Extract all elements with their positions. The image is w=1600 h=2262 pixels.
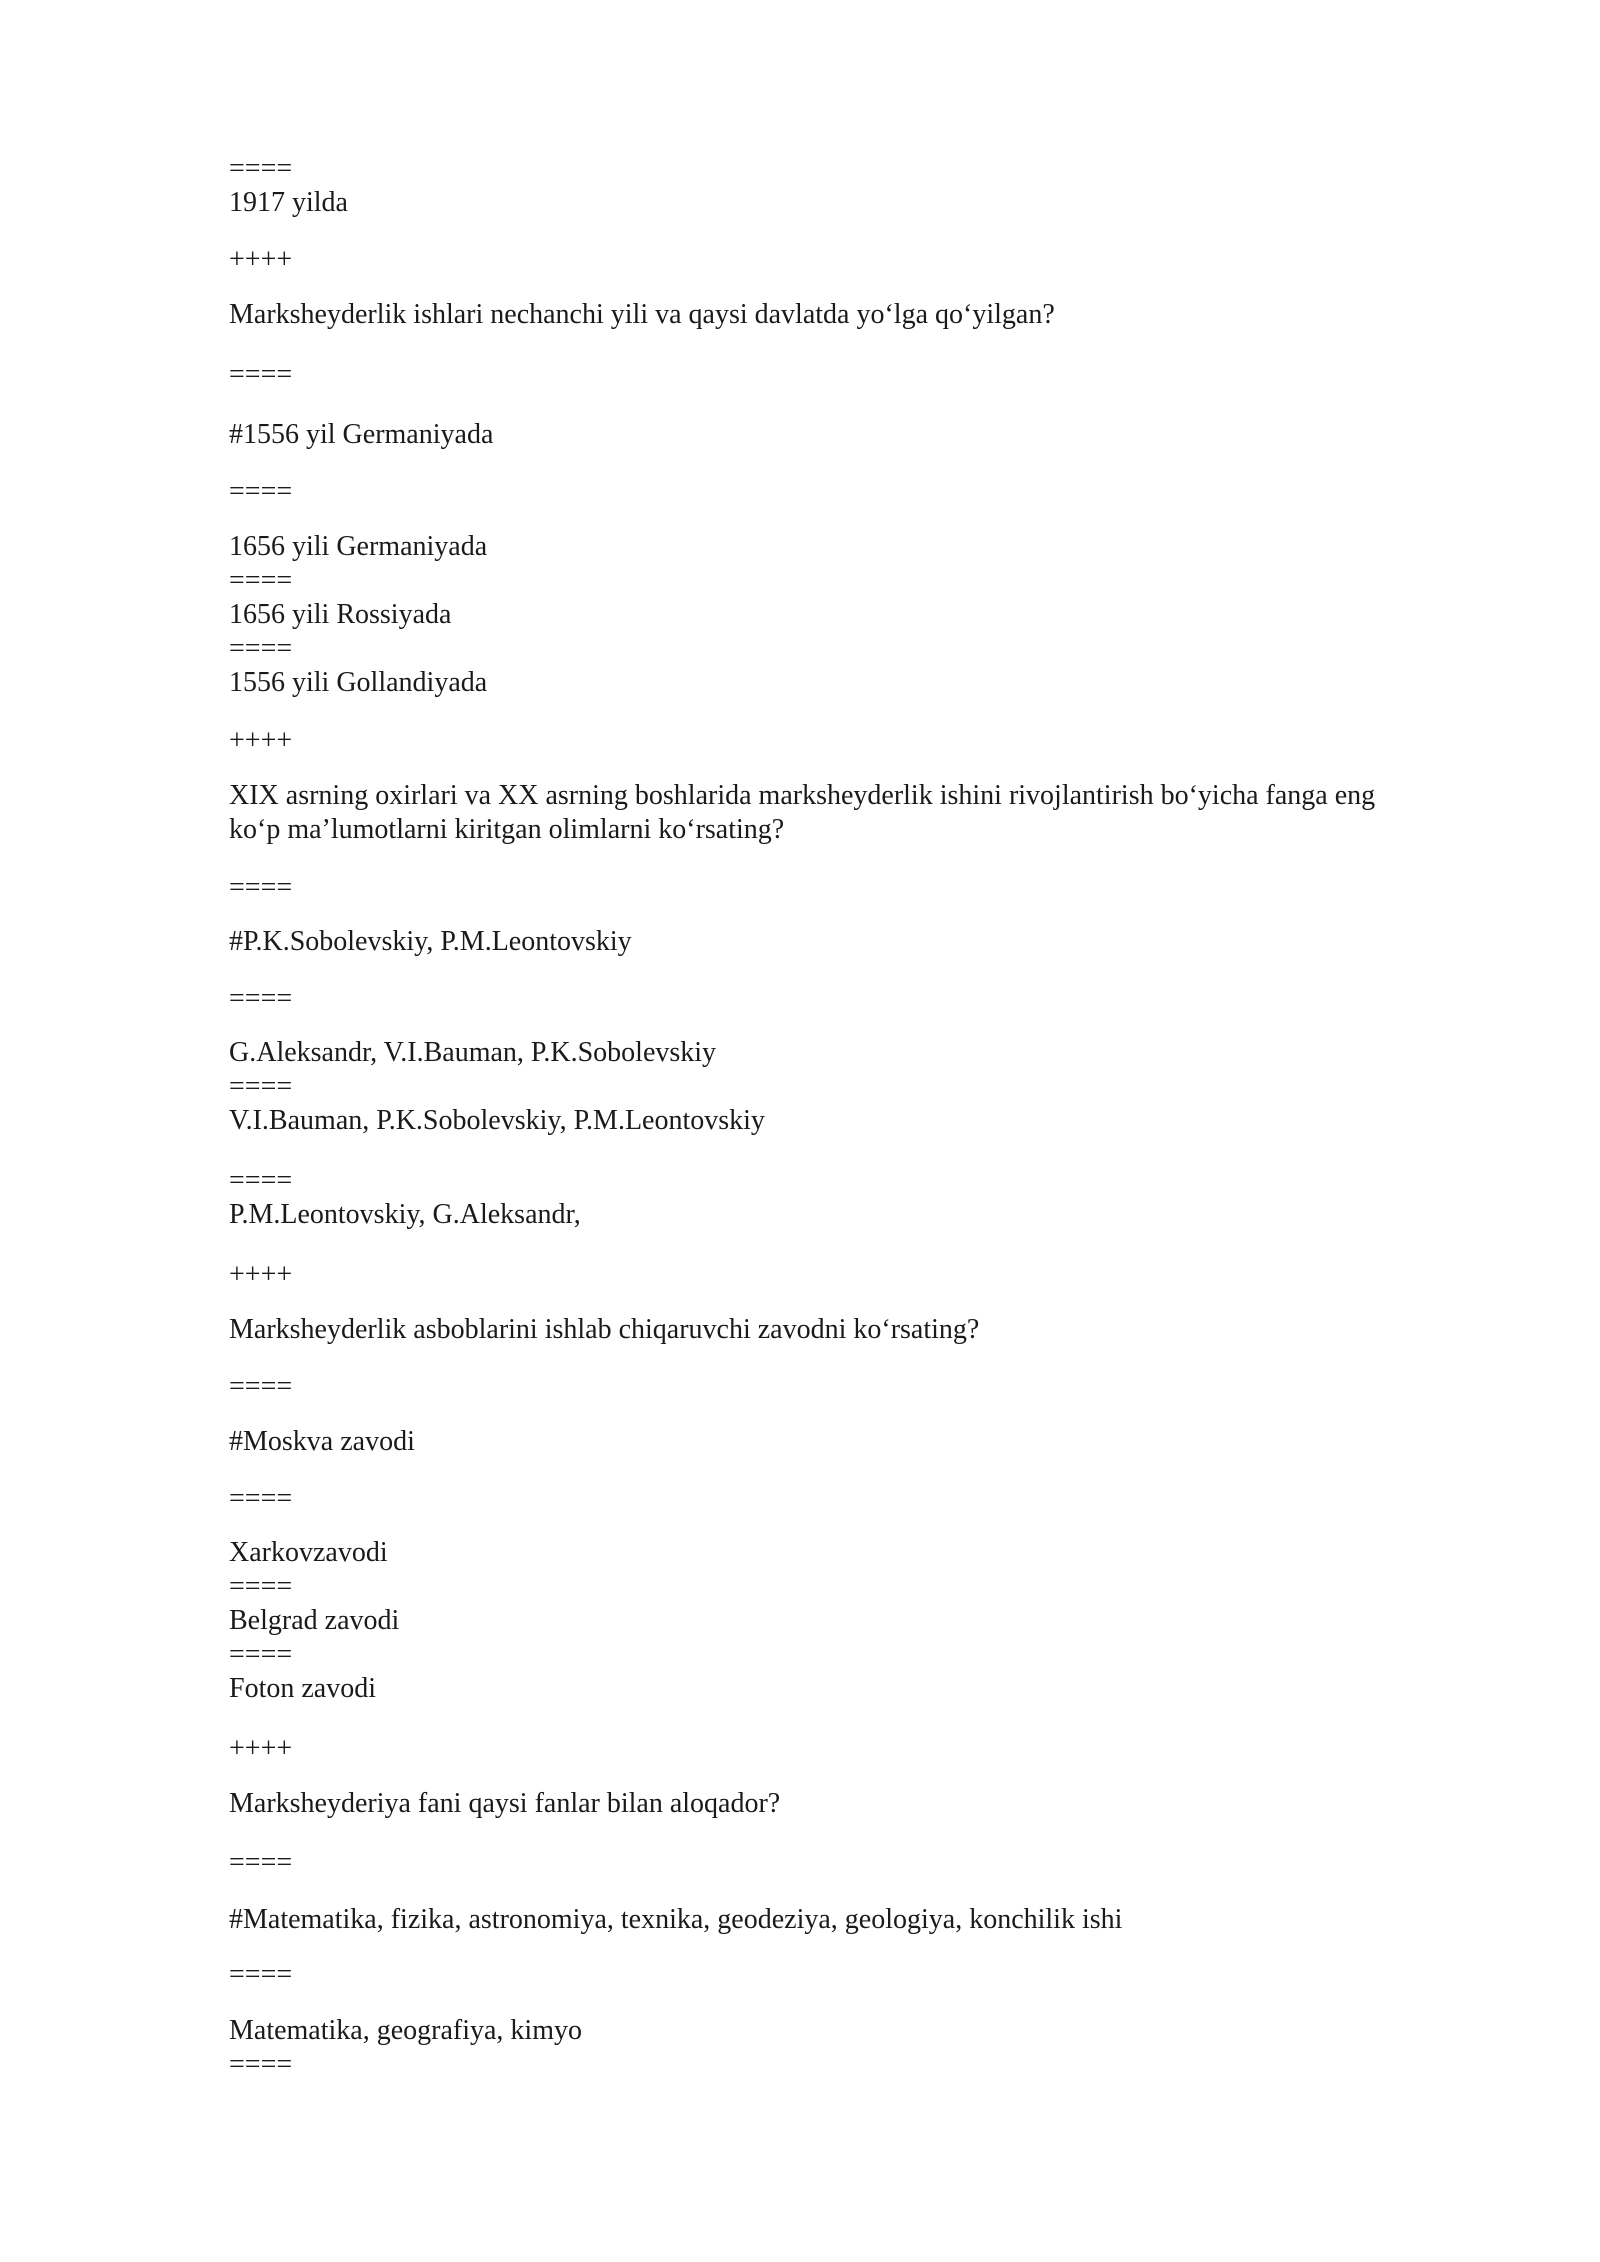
separator-line: ==== [229,1071,293,1102]
question-separator: ++++ [229,244,293,275]
answer-option: 1556 yili Gollandiyada [229,667,488,698]
separator-line: ==== [229,1959,293,1990]
answer-option: V.I.Bauman, P.K.Sobolevskiy, P.M.Leontovskiy [229,1105,765,1136]
correct-answer: #P.K.Sobolevskiy, P.M.Leontovskiy [229,926,632,957]
separator-line: ==== [229,1371,293,1402]
separator-line: ==== [229,153,293,184]
answer-option: Foton zavodi [229,1673,376,1704]
answer-option: 1656 yili Rossiyada [229,599,452,630]
question-separator: ++++ [229,1733,293,1764]
answer-option: 1656 yili Germaniyada [229,531,488,562]
separator-line: ==== [229,1639,293,1670]
question-text: Marksheyderlik ishlari nechanchi yili va qaysi davlatda yo‘lga qo‘yilgan? [229,299,1055,330]
separator-line: ==== [229,565,293,596]
answer-option: P.M.Leontovskiy, G.Aleksandr, [229,1199,581,1230]
answer-option: Xarkovzavodi [229,1537,388,1568]
question-separator: ++++ [229,725,293,756]
answer-option: Matematika, geografiya, kimyo [229,2015,582,2046]
separator-line: ==== [229,872,293,903]
separator-line: ==== [229,2049,293,2080]
question-text: ko‘p ma’lumotlarni kiritgan olimlarni ko‘rsating? [229,814,785,845]
separator-line: ==== [229,983,293,1014]
separator-line: ==== [229,1571,293,1602]
separator-line: ==== [229,1165,293,1196]
question-text: Marksheyderiya fani qaysi fanlar bilan aloqador? [229,1788,781,1819]
answer-option: 1917 yilda [229,187,348,218]
question-separator: ++++ [229,1259,293,1290]
separator-line: ==== [229,359,293,390]
answer-option: G.Aleksandr, V.I.Bauman, P.K.Sobolevskiy [229,1037,717,1068]
correct-answer: #Moskva zavodi [229,1426,415,1457]
separator-line: ==== [229,1483,293,1514]
answer-option: Belgrad zavodi [229,1605,400,1636]
question-text: XIX asrning oxirlari va XX asrning boshlarida marksheyderlik ishini rivojlantirish bo‘yicha fanga eng [229,780,1376,811]
correct-answer: #1556 yil Germaniyada [229,419,494,450]
separator-line: ==== [229,476,293,507]
correct-answer: #Matematika, fizika, astronomiya, texnika, geodeziya, geologiya, konchilik ishi [229,1904,1123,1935]
separator-line: ==== [229,633,293,664]
separator-line: ==== [229,1847,293,1878]
question-text: Marksheyderlik asboblarini ishlab chiqaruvchi zavodni ko‘rsating? [229,1314,980,1345]
